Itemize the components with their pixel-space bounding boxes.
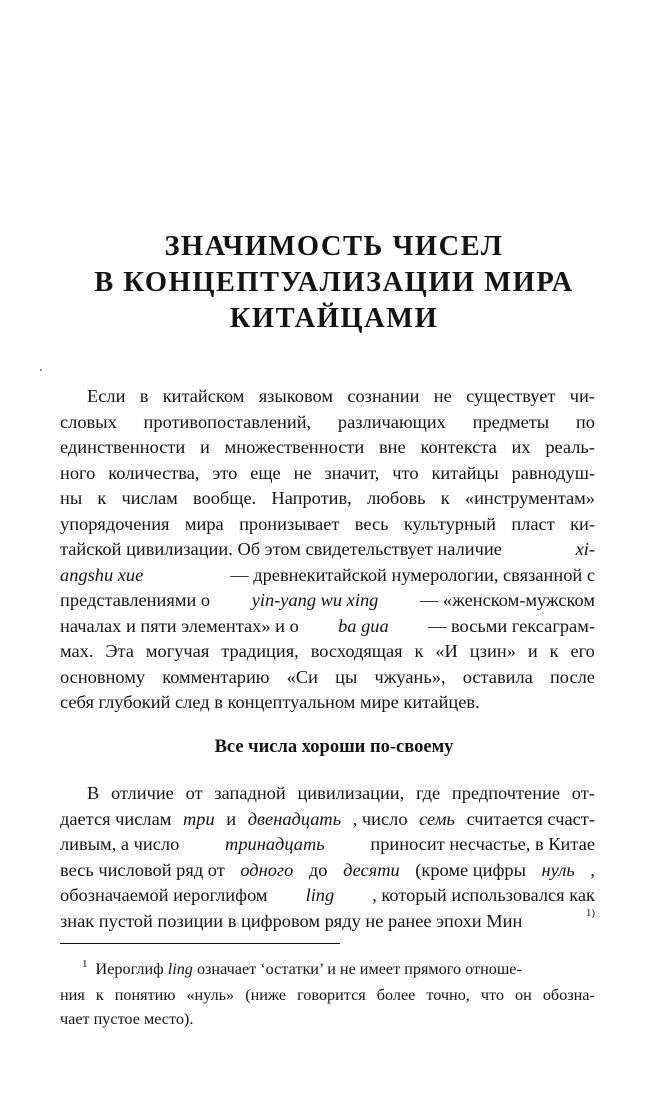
italic-term: xi-: [575, 539, 595, 559]
word: восходящая: [310, 641, 403, 661]
text-line: себя глубокий след в концептуальном мире китайцев.: [60, 692, 480, 712]
word: любовь: [366, 488, 426, 508]
text-line: [60, 435, 595, 461]
italic-term: ling: [167, 960, 193, 978]
paragraph-1: [60, 384, 595, 716]
text-segment: (кроме цифры: [415, 859, 526, 880]
italic-term: двенадцать: [247, 808, 342, 829]
text-line: [60, 410, 595, 436]
word: Напротив,: [271, 488, 352, 508]
italic-term: три: [183, 808, 215, 829]
word: контекста: [420, 437, 497, 457]
word: более: [376, 986, 416, 1004]
text-line: чает пустое место).: [60, 1010, 194, 1028]
word: от-: [571, 783, 595, 803]
text-line: [60, 858, 595, 884]
text-line: [60, 781, 595, 807]
chapter-title-line: КИТАЙЦАМИ: [229, 303, 439, 334]
text-segment: означает ‘остатки’ и не имеет прямого отноше-: [192, 960, 522, 978]
text-line: [60, 906, 595, 935]
word: точно,: [426, 986, 470, 1004]
word: множественности: [224, 437, 365, 457]
text-line: [60, 639, 595, 665]
word: где: [415, 783, 441, 803]
text-line: [60, 957, 595, 983]
word: ного: [60, 462, 96, 483]
word: сознании: [347, 386, 420, 406]
paragraph-2: [60, 781, 595, 934]
text-segment: — древнекитайской нумерологии, связанной с: [230, 564, 595, 585]
chapter-title-line: В КОНЦЕПТУАЛИЗАЦИИ МИРА: [94, 267, 574, 298]
italic-term: angshu xue: [60, 564, 144, 585]
word: словых: [60, 411, 117, 432]
word: китайском: [162, 386, 245, 406]
text-segment: до: [308, 859, 328, 880]
word: числам: [121, 488, 178, 508]
word: цзин»: [469, 641, 516, 661]
text-line: [60, 807, 595, 833]
text-segment: считается счаст-: [466, 808, 595, 829]
text-line: [60, 461, 595, 487]
word: «И: [435, 641, 458, 661]
text-segment: обозначаемой иероглифом: [60, 885, 268, 905]
word: западной: [214, 783, 286, 803]
text-segment: ,: [590, 859, 595, 880]
word: к: [97, 488, 107, 508]
word: единственности: [60, 437, 186, 457]
section-subheading: Все числа хороши по-своему: [214, 737, 454, 757]
word: не: [433, 386, 452, 406]
page-speck: [40, 369, 42, 371]
word: обозна-: [542, 986, 595, 1004]
word: значит,: [324, 462, 380, 483]
footnote: [60, 957, 595, 1031]
word: количества,: [108, 462, 200, 483]
text-line: [60, 614, 595, 640]
footnote-number: 1: [82, 958, 88, 970]
word: традиция,: [221, 641, 299, 661]
text-line: [60, 537, 595, 563]
italic-term: десяти: [343, 859, 400, 880]
italic-term: семь: [419, 808, 455, 829]
word: языковом: [258, 386, 334, 406]
text-segment: весь числовой ряд от: [60, 859, 225, 880]
word: весь: [354, 513, 389, 534]
word: ки-: [570, 513, 595, 534]
italic-term: ling: [305, 885, 335, 905]
word: предметы: [472, 411, 550, 432]
word: к: [414, 641, 424, 661]
text-line: [60, 665, 595, 691]
word: могучая: [145, 641, 210, 661]
word: после: [549, 666, 595, 687]
word: вообще.: [192, 488, 257, 508]
text-segment: — «женском-мужском: [419, 590, 595, 610]
word: в: [139, 386, 149, 406]
italic-term: yin-yang wu xing: [251, 590, 379, 610]
word: их: [511, 437, 531, 457]
word: к: [549, 641, 559, 661]
word: различающих: [337, 411, 446, 432]
italic-term: нуль: [541, 859, 575, 880]
text-segment: тайской цивилизации. Об этом свидетельствует наличие: [60, 539, 502, 559]
text-segment: знак пустой позиции в цифровом ряду не ранее эпохи Мин: [60, 910, 523, 931]
text-line: [60, 563, 595, 589]
word: понятию: [114, 986, 176, 1004]
word: цы: [335, 666, 358, 687]
word: китайцы: [431, 462, 499, 483]
text-segment: , который использовался как: [372, 885, 595, 905]
text-line: [60, 512, 595, 538]
word: (ниже: [245, 986, 287, 1004]
text-segment: Иероглиф: [91, 960, 168, 978]
word: противопоставлений,: [143, 411, 312, 432]
word: чжуань»,: [374, 666, 446, 687]
footnote-divider: [60, 943, 340, 944]
word: к: [440, 488, 450, 508]
text-segment: — восьми гексаграм-: [428, 615, 595, 636]
word: «нуль»: [186, 986, 235, 1004]
chapter-title-line: ЗНАЧИМОСТЬ ЧИСЕЛ: [164, 231, 504, 262]
word: и: [527, 641, 538, 661]
word: Если: [87, 386, 126, 406]
text-segment: и: [226, 808, 237, 829]
text-segment: началах и пяти элементах» и о: [60, 615, 299, 636]
word: от: [185, 783, 203, 803]
text-line: [60, 832, 595, 858]
word: по: [575, 411, 595, 432]
word: к: [95, 986, 104, 1004]
text-line: [60, 983, 595, 1007]
italic-term: одного: [240, 859, 294, 880]
word: равнодуш-: [511, 462, 595, 483]
word: пронизывает: [239, 513, 340, 534]
word: ния: [60, 986, 85, 1004]
word: чи-: [569, 386, 595, 406]
text-segment: , число: [352, 808, 408, 829]
text-segment: представлениями о: [60, 590, 211, 610]
word: пласт: [511, 513, 555, 534]
word: мира: [184, 513, 224, 534]
text-segment: приносит несчастье, в Китае: [370, 834, 595, 854]
word: комментарию: [162, 666, 270, 687]
word: его: [570, 641, 595, 661]
word: реаль-: [545, 437, 595, 457]
word: это: [212, 462, 238, 483]
word: отличие: [111, 783, 174, 803]
word: он: [515, 986, 532, 1004]
word: Эта: [105, 641, 134, 661]
word: «инструментам»: [464, 488, 595, 508]
text-segment: ливым, а число: [60, 834, 180, 854]
word: еще: [250, 462, 281, 483]
word: что: [392, 462, 419, 483]
word: ны: [60, 488, 83, 508]
word: что: [480, 986, 504, 1004]
footnote-reference[interactable]: 1): [585, 906, 595, 919]
word: основному: [60, 666, 146, 687]
word: упорядочения: [60, 513, 170, 534]
text-line: [60, 384, 595, 410]
text-line: [60, 588, 595, 614]
text-line: [60, 486, 595, 512]
word: не: [293, 462, 312, 483]
word: цивилизации,: [297, 783, 405, 803]
word: существует: [466, 386, 556, 406]
word: вне: [379, 437, 406, 457]
word: говорится: [297, 986, 366, 1004]
word: оставила: [462, 666, 533, 687]
word: предпочтение: [451, 783, 561, 803]
chapter-title: [0, 229, 668, 337]
word: «Си: [286, 666, 318, 687]
word: В: [87, 783, 100, 803]
text-segment: дается числам: [60, 808, 172, 829]
word: мах.: [60, 641, 94, 661]
text-line: [60, 883, 595, 909]
italic-term: тринадцать: [225, 834, 325, 854]
italic-term: ba gua: [338, 615, 389, 636]
word: и: [200, 437, 210, 457]
word: культурный: [403, 513, 496, 534]
